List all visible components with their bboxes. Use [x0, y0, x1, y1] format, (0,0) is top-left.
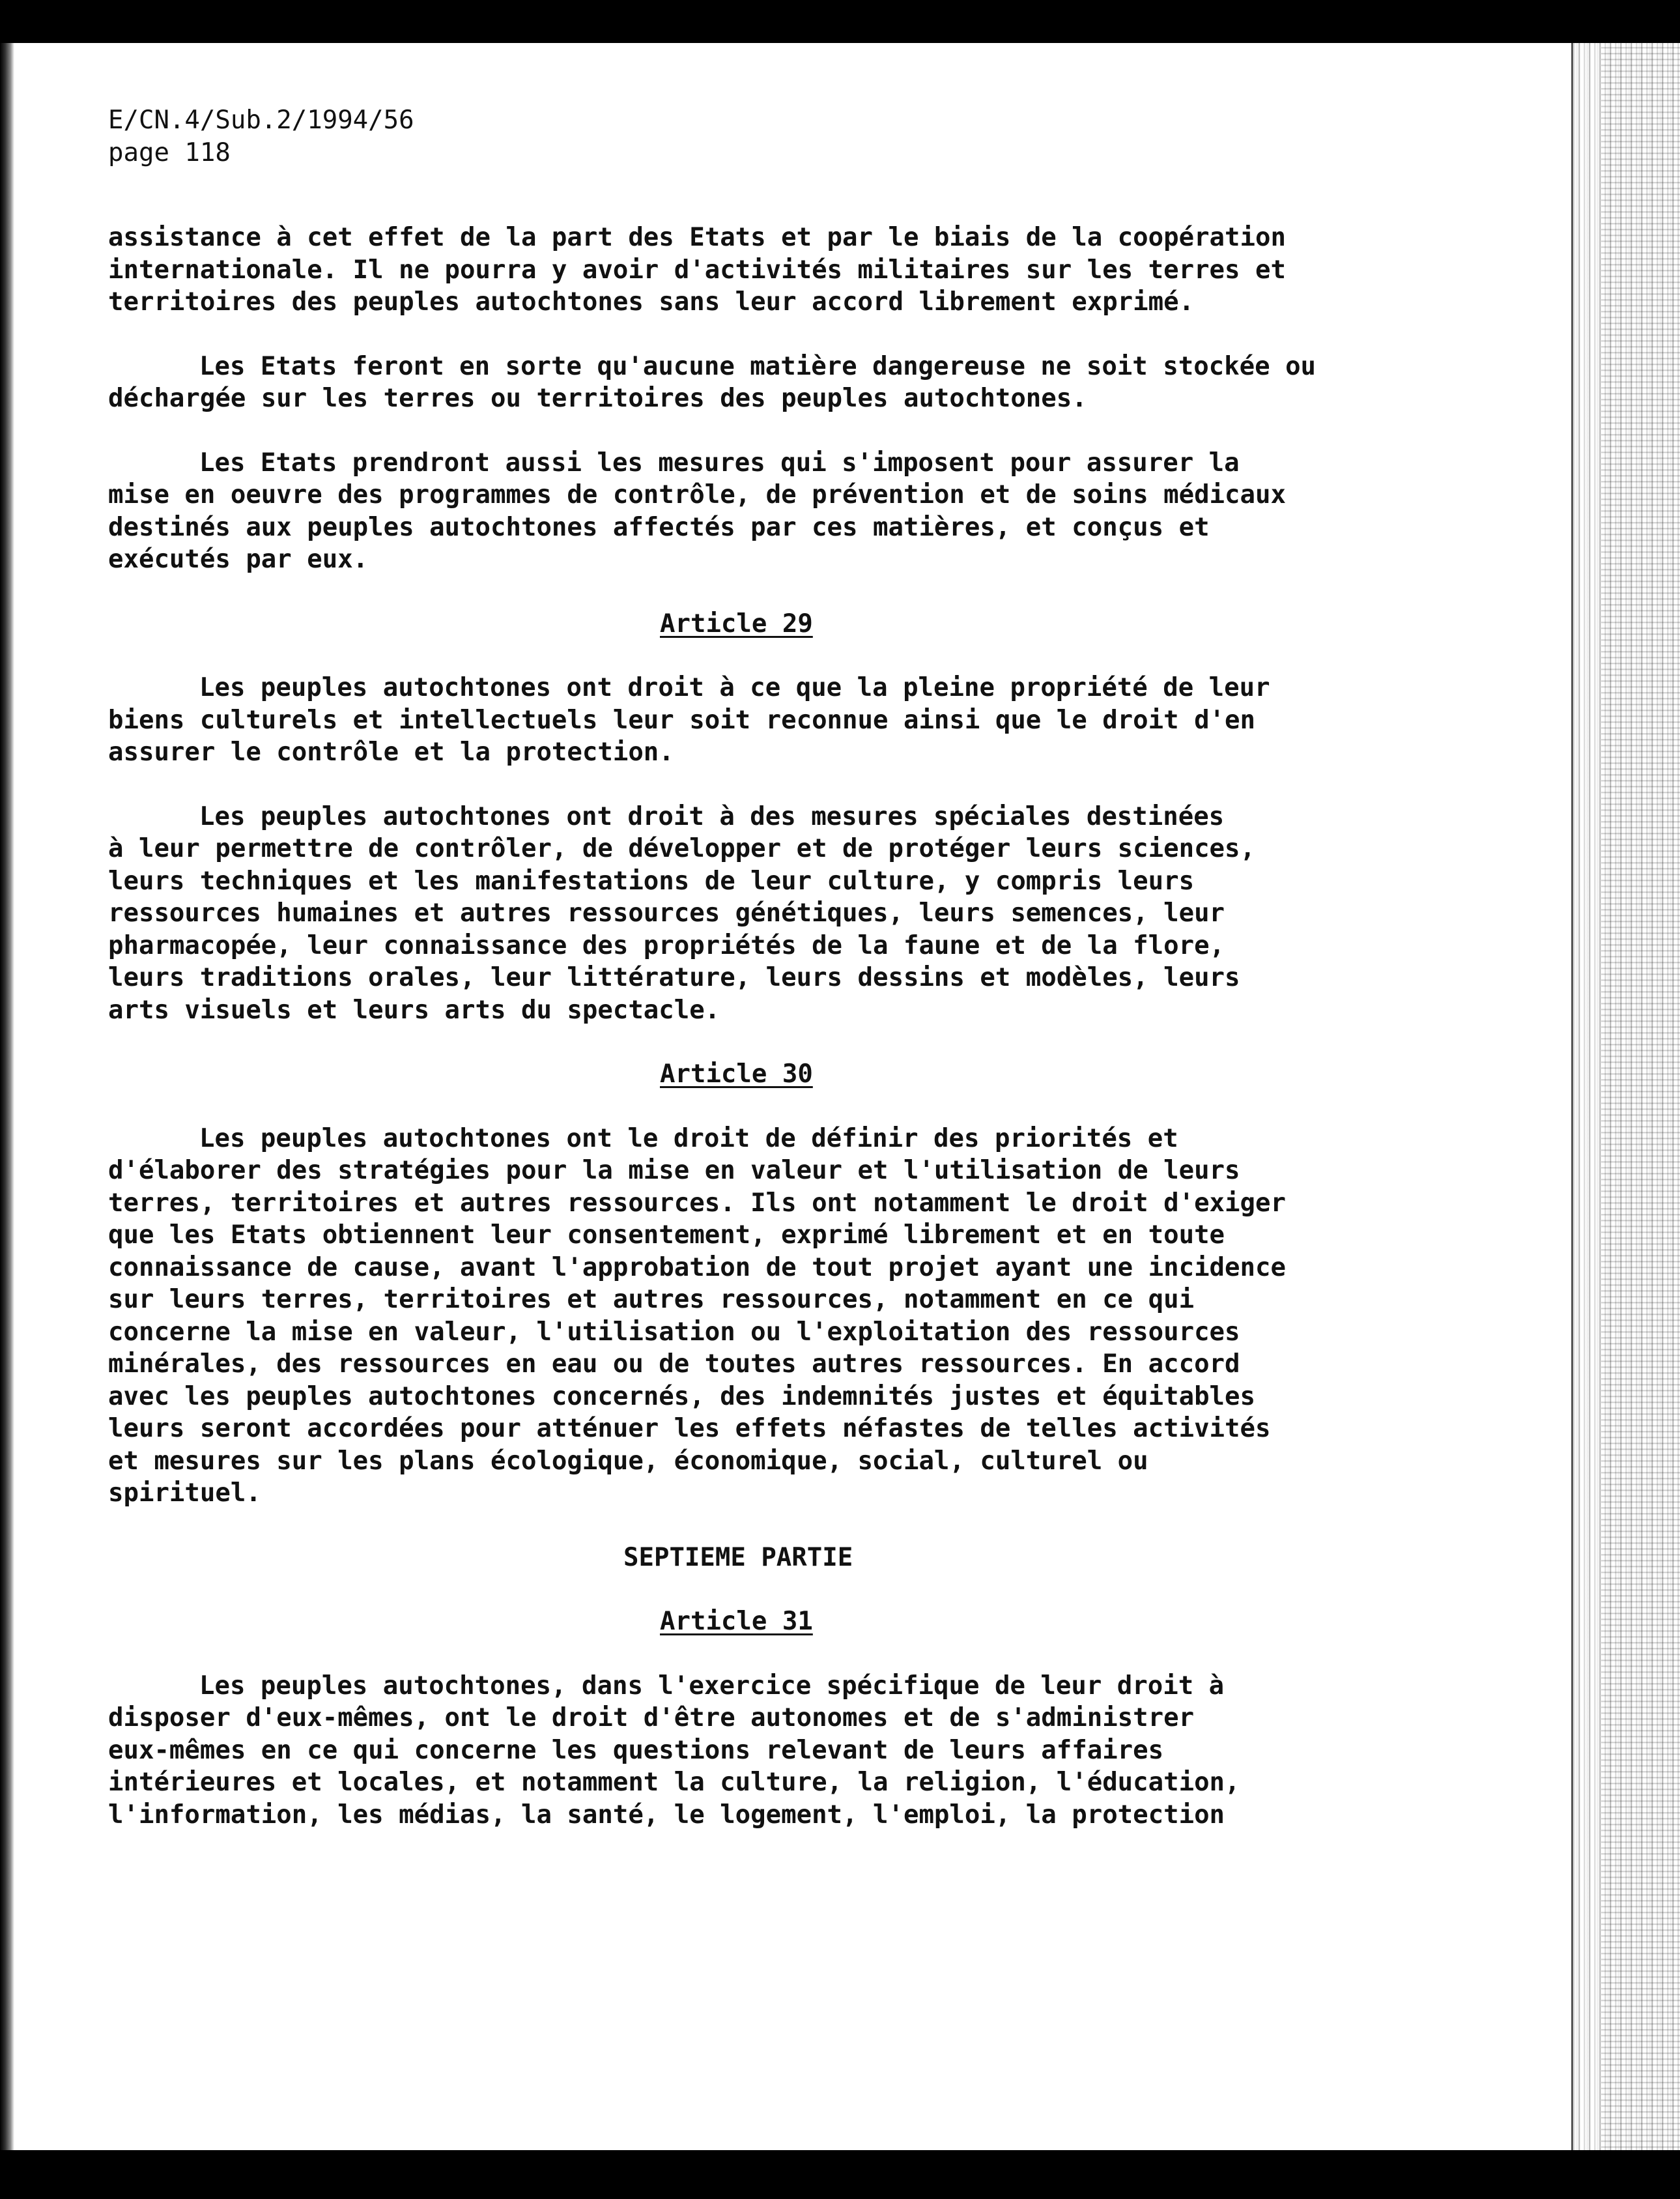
text-line: exécutés par eux. [108, 545, 369, 574]
scan-border-top [0, 0, 1680, 43]
text-line: sur leurs terres, territoires et autres ressources, notamment en ce qui [108, 1285, 1195, 1314]
text-line: eux-mêmes en ce qui concerne les questions relevant de leurs affaires [108, 1735, 1164, 1765]
scan-page-edges-right [1570, 43, 1680, 2150]
text-line: disposer d'eux-mêmes, ont le droit d'être autonomes et de s'administrer [108, 1703, 1195, 1732]
text-line: leurs traditions orales, leur littérature, leurs dessins et modèles, leurs [108, 963, 1240, 992]
page-number: page 118 [108, 138, 231, 167]
article-30-heading: Article 30 [660, 1059, 813, 1089]
document-symbol: E/CN.4/Sub.2/1994/56 [108, 106, 414, 135]
text-line: Les peuples autochtones, dans l'exercice spécifique de leur droit à [199, 1671, 1225, 1701]
article-31-heading: Article 31 [660, 1607, 813, 1636]
text-line: à leur permettre de contrôler, de développer et de protéger leurs sciences, [108, 834, 1255, 863]
text-line: mise en oeuvre des programmes de contrôle, de prévention et de soins médicaux [108, 480, 1286, 510]
page-header [108, 104, 414, 169]
text-line: intérieures et locales, et notamment la culture, la religion, l'éducation, [108, 1768, 1240, 1797]
text-line: l'information, les médias, la santé, le logement, l'emploi, la protection [108, 1800, 1225, 1830]
text-line: Les peuples autochtones ont droit à des mesures spéciales destinées [199, 801, 1225, 831]
paragraph-continuation [108, 222, 1541, 319]
text-line: Les peuples autochtones ont le droit de définir des priorités et [199, 1123, 1178, 1153]
paragraph-hazardous-materials [108, 351, 1541, 415]
text-line: ressources humaines et autres ressources génétiques, leurs semences, leur [108, 898, 1225, 928]
text-line: Les Etats prendront aussi les mesures qui s'imposent pour assurer la [199, 448, 1240, 478]
document-body [108, 222, 1541, 1863]
paragraph-cultural-property [108, 672, 1541, 769]
article-29-heading: Article 29 [660, 609, 813, 639]
paragraph-land-priorities [108, 1123, 1541, 1510]
paragraph-health-programmes [108, 447, 1541, 576]
scan-border-left [0, 43, 14, 2150]
part-seven-heading: SEPTIEME PARTIE [623, 1542, 853, 1572]
paragraph-autonomy [108, 1670, 1541, 1832]
text-line: concerne la mise en valeur, l'utilisation ou l'exploitation des ressources [108, 1317, 1240, 1347]
text-line: assistance à cet effet de la part des Etats et par le biais de la coopération [108, 223, 1286, 252]
text-line: internationale. Il ne pourra y avoir d'activités militaires sur les terres et [108, 255, 1286, 285]
text-line: assurer le contrôle et la protection. [108, 738, 674, 767]
text-line: spirituel. [108, 1478, 261, 1508]
text-line: leurs techniques et les manifestations de leur culture, y compris leurs [108, 866, 1195, 896]
text-line: déchargée sur les terres ou territoires des peuples autochtones. [108, 384, 1087, 413]
text-line: que les Etats obtiennent leur consentement, exprimé librement et en toute [108, 1220, 1225, 1250]
text-line: territoires des peuples autochtones sans leur accord librement exprimé. [108, 287, 1195, 317]
text-line: et mesures sur les plans écologique, économique, social, culturel ou [108, 1446, 1148, 1476]
text-line: Les Etats feront en sorte qu'aucune matière dangereuse ne soit stockée ou [199, 351, 1317, 381]
scan-border-bottom [0, 2150, 1680, 2199]
text-line: avec les peuples autochtones concernés, des indemnités justes et équitables [108, 1381, 1255, 1411]
text-line: Les peuples autochtones ont droit à ce que la pleine propriété de leur [199, 673, 1270, 702]
text-line: terres, territoires et autres ressources. Ils ont notamment le droit d'exiger [108, 1188, 1286, 1218]
text-line: minérales, des ressources en eau ou de toutes autres ressources. En accord [108, 1349, 1240, 1379]
text-line: biens culturels et intellectuels leur soit reconnue ainsi que le droit d'en [108, 705, 1255, 735]
text-line: connaissance de cause, avant l'approbation de tout projet ayant une incidence [108, 1252, 1286, 1282]
text-line: pharmacopée, leur connaissance des propriétés de la faune et de la flore, [108, 930, 1225, 960]
paragraph-special-measures [108, 801, 1541, 1027]
text-line: leurs seront accordées pour atténuer les effets néfastes de telles activités [108, 1414, 1271, 1443]
text-line: destinés aux peuples autochtones affectés par ces matières, et conçus et [108, 512, 1210, 542]
text-line: d'élaborer des stratégies pour la mise en valeur et l'utilisation de leurs [108, 1156, 1240, 1185]
text-line: arts visuels et leurs arts du spectacle. [108, 995, 720, 1025]
